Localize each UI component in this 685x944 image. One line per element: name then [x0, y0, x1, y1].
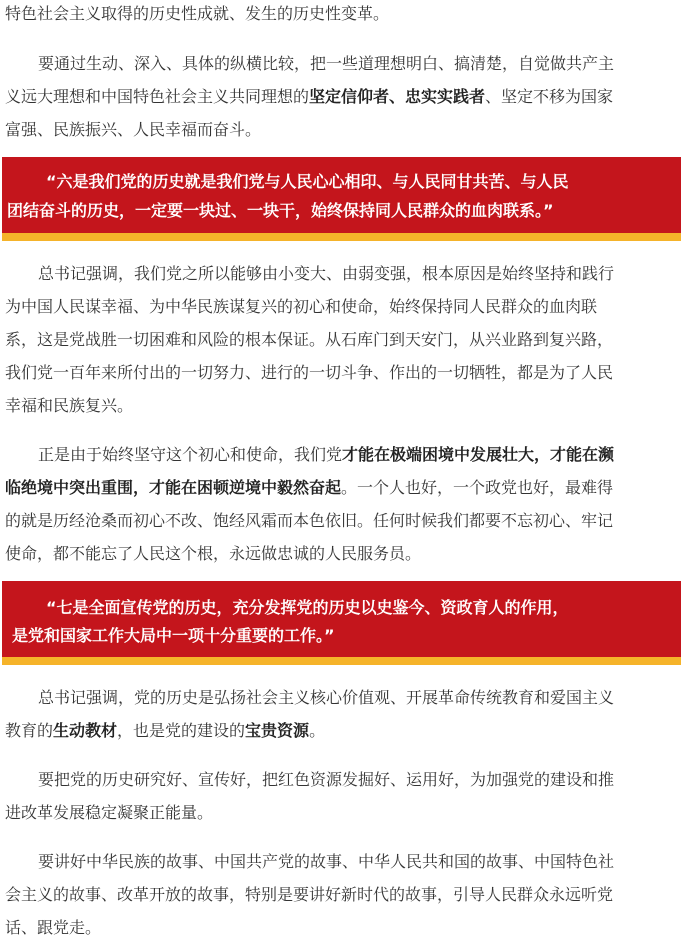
quote-banner-2-line-2: 是党和国家工作大局中一项十分重要的工作。”	[12, 626, 335, 645]
paragraph-4-line-1: 正是由于始终坚守这个初心和使命，我们党才能在极端困境中发展壮大，才能在濒	[38, 445, 615, 464]
quote-banner-1	[2, 157, 681, 241]
quote-banner-2	[2, 581, 681, 665]
paragraph-2-line-3: 富强、民族振兴、人民幸福而奋斗。	[5, 120, 262, 139]
quote-banner-2-line-1: “七是全面宣传党的历史，充分发挥党的历史以史鉴今、资政育人的作用，	[46, 598, 569, 617]
paragraph-6-line-2: 进改革发展稳定凝聚正能量。	[5, 803, 214, 822]
paragraph-4-line-2: 临绝境中突出重围，才能在困顿逆境中毅然奋起。一个人也好，一个政党也好，最难得	[5, 478, 614, 497]
paragraph-3-line-3: 系，这是党战胜一切困难和风险的根本保证。从石库门到天安门，从兴业路到复兴路，	[5, 330, 614, 349]
paragraph-7-line-1: 要讲好中华民族的故事、中国共产党的故事、中华人民共和国的故事、中国特色社	[38, 852, 615, 871]
paragraph-3-line-1: 总书记强调，我们党之所以能够由小变大、由弱变强，根本原因是始终坚持和践行	[38, 264, 615, 283]
paragraph-5-line-2: 教育的生动教材，也是党的建设的宝贵资源。	[5, 721, 326, 740]
paragraph-2-line-2: 义远大理想和中国特色社会主义共同理想的坚定信仰者、忠实实践者、坚定不移为国家	[5, 87, 614, 106]
paragraph-1-line-1: 特色社会主义取得的历史性成就、发生的历史性变革。	[5, 4, 390, 23]
paragraph-2-line-1: 要通过生动、深入、具体的纵横比较，把一些道理想明白、搞清楚，自觉做共产主	[38, 54, 615, 73]
paragraph-7-line-3: 话、跟党走。	[5, 918, 102, 937]
paragraph-3-line-5: 幸福和民族复兴。	[5, 396, 134, 415]
quote-banner-1-line-1: “六是我们党的历史就是我们党与人民心心相印、与人民同甘共苦、与人民	[46, 172, 569, 191]
quote-banner-1-line-2: 团结奋斗的历史，一定要一块过、一块干，始终保持同人民群众的血肉联系。”	[7, 201, 554, 220]
paragraph-5-line-1: 总书记强调，党的历史是弘扬社会主义核心价值观、开展革命传统教育和爱国主义	[38, 688, 615, 707]
paragraph-3-line-2: 为中国人民谋幸福、为中华民族谋复兴的初心和使命，始终保持同人民群众的血肉联	[5, 297, 598, 316]
paragraph-3-line-4: 我们党一百年来所付出的一切努力、进行的一切斗争、作出的一切牺牲，都是为了人民	[5, 363, 614, 382]
paragraph-4-line-3: 的就是历经沧桑而初心不改、饱经风霜而本色依旧。任何时候我们都要不忘初心、牢记	[5, 511, 614, 530]
paragraph-4-line-4: 使命，都不能忘了人民这个根，永远做忠诚的人民服务员。	[5, 544, 422, 563]
paragraph-6-line-1: 要把党的历史研究好、宣传好，把红色资源发掘好、运用好，为加强党的建设和推	[38, 770, 615, 789]
paragraph-7-line-2: 会主义的故事、改革开放的故事，特别是要讲好新时代的故事，引导人民群众永远听党	[5, 885, 614, 904]
